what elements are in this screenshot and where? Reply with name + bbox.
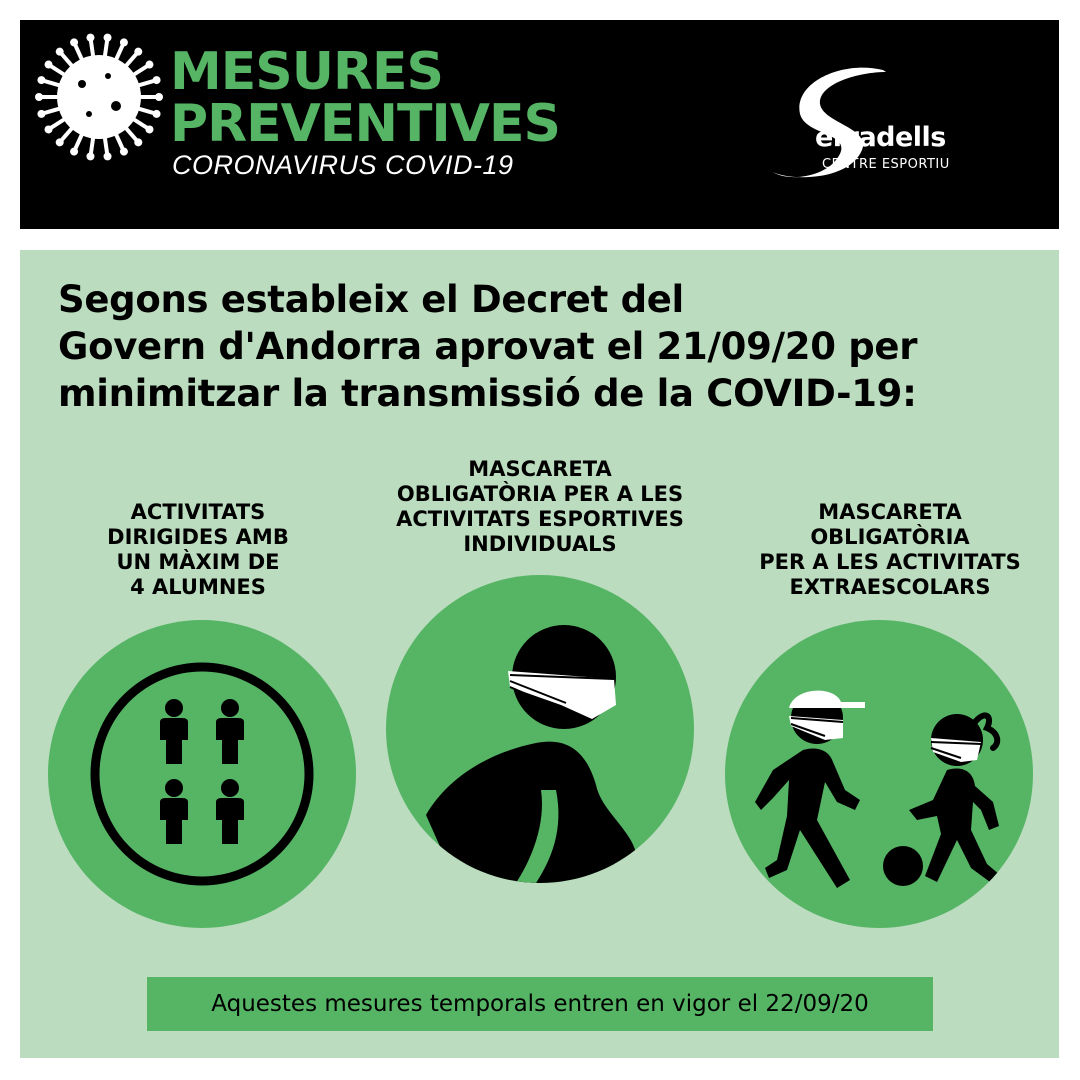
virus-spike [105,137,108,155]
virus-spike-tip [153,76,161,84]
intro-line-2: Govern d'Andorra aprovat el 21/09/20 per [58,325,918,368]
virus-spike-tip [145,125,153,133]
virus-spike [105,40,108,58]
virus-spike [61,53,73,67]
virus-spike [137,108,154,113]
virus-spike-tip [104,34,112,42]
caption-line: UN MÀXIM DE [116,550,280,574]
intro-text [58,276,958,417]
virus-spike [125,53,137,67]
caption-line: MASCARETA [468,457,612,481]
intro-line-3: minimitzar la transmissió de la COVID-19: [58,372,917,415]
virus-spike-tip [70,38,78,46]
caption-line: MASCARETA [818,500,962,524]
virus-spike-tip [104,152,112,160]
virus-spike-tip [56,48,64,56]
virus-spike [133,119,148,129]
virus-spike-tip [134,48,142,56]
intro-line-1: Segons estableix el Decret del [58,278,684,321]
virus-spike-tip [45,61,53,69]
title-line-1: MESURES [170,42,443,102]
virus-spike [43,81,60,86]
caption-line: ACTIVITATS [130,500,266,524]
caption-line: INDIVIDUALS [463,532,617,556]
person-icon [216,779,244,844]
virus-spike-tip [86,152,94,160]
virus-spike [91,40,94,58]
masked-children-playing-icon [725,620,1033,928]
person-icon [160,699,188,764]
caption-line: PER A LES ACTIVITATS [759,550,1021,574]
virus-spike [91,137,94,155]
measure-caption-individual-mask [375,457,705,557]
caption-line: EXTRAESCOLARS [789,575,991,599]
logo-name: erradells [815,122,946,153]
virus-spike-tip [120,148,128,156]
virus-spike [116,44,123,60]
virus-spike [50,119,65,129]
logo-subtitle: CENTRE ESPORTIU [822,157,950,172]
masked-person-icon [386,575,694,883]
virus-spike-tip [145,61,153,69]
virus-spike [137,81,154,86]
effective-date-banner: Aquestes mesures temporals entren en vigor el 22/09/20 [147,977,933,1031]
virus-spike [75,133,82,149]
caption-line: ACTIVITATS ESPORTIVES [396,507,684,531]
virus-spike [125,127,137,141]
virus-spike-tip [70,148,78,156]
person-icon [216,699,244,764]
person-icon [160,779,188,844]
virus-spike-tip [45,125,53,133]
virus-spike-tip [37,110,45,118]
virus-spike [61,127,73,141]
virus-spike-tip [120,38,128,46]
title-line-2: PREVENTIVES [170,94,560,154]
subtitle: CORONAVIRUS COVID-19 [172,150,514,180]
measure-caption-group-limit [58,500,338,600]
virus-spike [75,44,82,60]
virus-spike-tip [56,138,64,146]
virus-spike-tip [86,34,94,42]
virus-spike-tip [35,93,43,101]
group-of-four-icon [48,620,356,928]
virus-spike-tip [155,93,163,101]
virus-spike-tip [134,138,142,146]
virus-spike-tip [37,76,45,84]
virus-spike [43,108,60,113]
caption-line: OBLIGATÒRIA PER A LES [396,482,684,506]
virus-spike [50,66,65,76]
caption-line: DIRIGIDES AMB [107,525,289,549]
caption-line: 4 ALUMNES [130,575,266,599]
caption-line: OBLIGATÒRIA [810,525,970,549]
measure-caption-extracurricular-mask [730,500,1050,600]
virus-spike [116,133,123,149]
virus-spike-tip [153,110,161,118]
virus-icon [34,32,164,162]
virus-spike [133,66,148,76]
